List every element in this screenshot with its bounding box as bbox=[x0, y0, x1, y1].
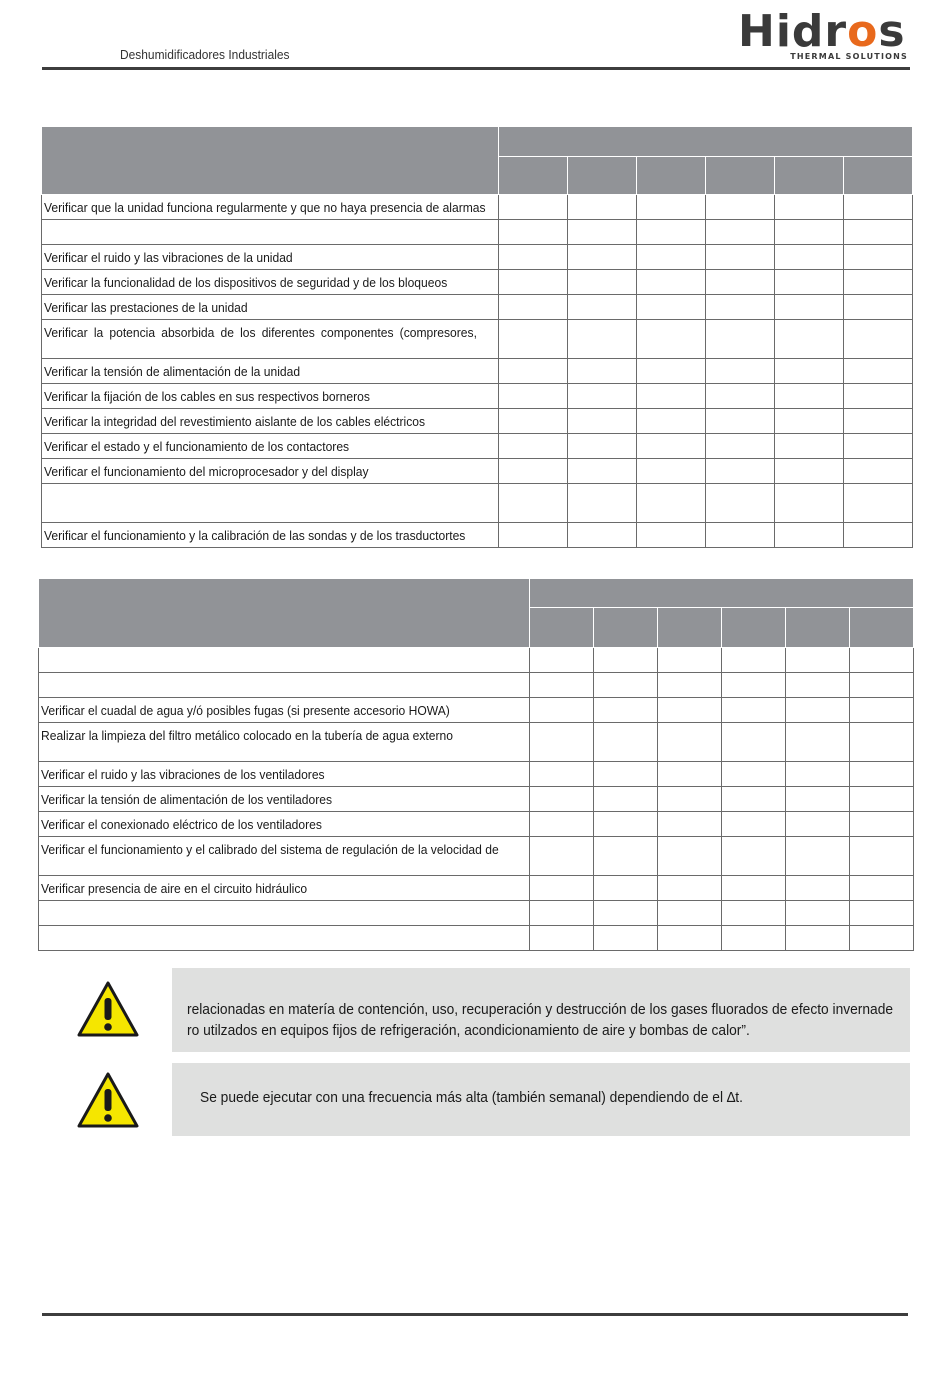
check-cell[interactable] bbox=[658, 812, 722, 837]
check-cell[interactable] bbox=[658, 648, 722, 673]
table-row bbox=[42, 245, 913, 270]
table-row bbox=[39, 901, 914, 926]
check-cell[interactable] bbox=[568, 270, 637, 295]
check-cell[interactable] bbox=[658, 901, 722, 926]
task-cell: Verificar la tensión de alimentación de la unidad bbox=[42, 359, 499, 384]
check-cell[interactable] bbox=[775, 270, 844, 295]
check-cell[interactable] bbox=[775, 459, 844, 484]
warning-triangle-icon bbox=[76, 1071, 140, 1129]
check-cell[interactable] bbox=[530, 762, 594, 787]
table-row bbox=[42, 320, 913, 359]
check-cell[interactable] bbox=[594, 837, 658, 876]
task-cell: Verificar la tensión de alimentación de los ventiladores bbox=[39, 787, 530, 812]
check-cell[interactable] bbox=[844, 359, 913, 384]
task-cell: Verificar el funcionamiento del microprocesador y del display bbox=[42, 459, 499, 484]
check-cell[interactable] bbox=[706, 459, 775, 484]
check-cell[interactable] bbox=[844, 484, 913, 523]
task-cell: Verificar las prestaciones de la unidad bbox=[42, 295, 499, 320]
check-cell[interactable] bbox=[568, 220, 637, 245]
check-cell[interactable] bbox=[850, 648, 914, 673]
check-cell[interactable] bbox=[658, 723, 722, 762]
warning-triangle-icon bbox=[76, 980, 140, 1038]
check-cell[interactable] bbox=[775, 484, 844, 523]
table-row bbox=[42, 459, 913, 484]
check-cell[interactable] bbox=[594, 876, 658, 901]
check-cell[interactable] bbox=[594, 698, 658, 723]
task-cell: Verificar que la unidad funciona regularmente y que no haya presencia de alarmas bbox=[42, 195, 499, 220]
check-cell[interactable] bbox=[706, 523, 775, 548]
check-cell[interactable] bbox=[499, 270, 568, 295]
check-cell[interactable] bbox=[499, 384, 568, 409]
check-cell[interactable] bbox=[786, 876, 850, 901]
check-cell[interactable] bbox=[530, 876, 594, 901]
task-cell: Verificar la funcionalidad de los dispositivos de seguridad y de los bloqueos bbox=[42, 270, 499, 295]
check-cell[interactable] bbox=[722, 926, 786, 951]
check-cell[interactable] bbox=[844, 384, 913, 409]
check-cell[interactable] bbox=[530, 926, 594, 951]
check-cell[interactable] bbox=[706, 270, 775, 295]
hidros-logo bbox=[738, 6, 910, 62]
check-cell[interactable] bbox=[706, 295, 775, 320]
check-cell[interactable] bbox=[775, 320, 844, 359]
check-cell[interactable] bbox=[844, 220, 913, 245]
check-cell[interactable] bbox=[844, 320, 913, 359]
task-cell: Verificar el cuadal de agua y/ó posibles fugas (si presente accesorio HOWA) bbox=[39, 698, 530, 723]
check-cell[interactable] bbox=[850, 762, 914, 787]
check-cell[interactable] bbox=[568, 295, 637, 320]
frequency-column-header bbox=[706, 157, 775, 195]
check-cell[interactable] bbox=[530, 837, 594, 876]
check-cell[interactable] bbox=[844, 434, 913, 459]
check-cell[interactable] bbox=[844, 409, 913, 434]
task-cell: Verificar la integridad del revestimiento aislante de los cables eléctricos bbox=[42, 409, 499, 434]
frequency-column-header bbox=[637, 157, 706, 195]
table-row bbox=[42, 484, 913, 523]
frequency-column-header bbox=[844, 157, 913, 195]
check-cell[interactable] bbox=[499, 434, 568, 459]
check-cell[interactable] bbox=[499, 295, 568, 320]
check-cell[interactable] bbox=[786, 762, 850, 787]
check-cell[interactable] bbox=[775, 523, 844, 548]
task-cell: Verificar el ruido y las vibraciones de los ventiladores bbox=[39, 762, 530, 787]
check-cell[interactable] bbox=[530, 673, 594, 698]
task-cell: Verificar la potencia absorbida de los diferentes componentes (compresores, bbox=[42, 320, 499, 359]
check-cell[interactable] bbox=[850, 901, 914, 926]
check-cell[interactable] bbox=[786, 723, 850, 762]
check-cell[interactable] bbox=[706, 384, 775, 409]
warning-line: relacionadas en matería de contención, uso, recuperación y destrucción de los gases fluorados de efecto invernade bbox=[187, 1002, 894, 1018]
check-cell[interactable] bbox=[722, 762, 786, 787]
check-cell[interactable] bbox=[786, 698, 850, 723]
check-cell[interactable] bbox=[499, 245, 568, 270]
check-cell[interactable] bbox=[594, 762, 658, 787]
task-cell: Verificar el funcionamiento y el calibrado del sistema de regulación de la velocidad de bbox=[39, 837, 530, 876]
check-cell[interactable] bbox=[499, 359, 568, 384]
logo-tagline: THERMAL SOLUTIONS bbox=[790, 52, 908, 61]
table-row bbox=[39, 876, 914, 901]
check-cell[interactable] bbox=[844, 459, 913, 484]
maintenance-table-unit bbox=[41, 126, 913, 548]
frequency-group-header bbox=[530, 579, 914, 608]
task-cell bbox=[39, 901, 530, 926]
check-cell[interactable] bbox=[844, 270, 913, 295]
task-cell: Realizar la limpieza del filtro metálico colocado en la tubería de agua externo bbox=[39, 723, 530, 762]
check-cell[interactable] bbox=[850, 812, 914, 837]
check-cell[interactable] bbox=[775, 409, 844, 434]
check-cell[interactable] bbox=[530, 812, 594, 837]
check-cell[interactable] bbox=[637, 195, 706, 220]
table-row bbox=[42, 384, 913, 409]
task-cell: Verificar la fijación de los cables en sus respectivos borneros bbox=[42, 384, 499, 409]
frequency-column-header bbox=[786, 608, 850, 648]
check-cell[interactable] bbox=[786, 901, 850, 926]
check-cell[interactable] bbox=[722, 812, 786, 837]
task-cell: Verificar el conexionado eléctrico de los ventiladores bbox=[39, 812, 530, 837]
table-row bbox=[42, 523, 913, 548]
check-cell[interactable] bbox=[775, 245, 844, 270]
check-cell[interactable] bbox=[850, 876, 914, 901]
check-cell[interactable] bbox=[786, 648, 850, 673]
check-cell[interactable] bbox=[722, 901, 786, 926]
check-cell[interactable] bbox=[530, 723, 594, 762]
check-cell[interactable] bbox=[637, 484, 706, 523]
check-cell[interactable] bbox=[499, 195, 568, 220]
table-row bbox=[39, 698, 914, 723]
check-cell[interactable] bbox=[706, 220, 775, 245]
check-cell[interactable] bbox=[775, 195, 844, 220]
header-rule bbox=[42, 67, 910, 70]
check-cell[interactable] bbox=[786, 837, 850, 876]
check-cell[interactable] bbox=[594, 926, 658, 951]
check-cell[interactable] bbox=[530, 901, 594, 926]
check-cell[interactable] bbox=[637, 320, 706, 359]
check-cell[interactable] bbox=[775, 359, 844, 384]
check-cell[interactable] bbox=[844, 523, 913, 548]
frequency-column-header bbox=[499, 157, 568, 195]
task-cell: Verificar el funcionamiento y la calibración de las sondas y de los trasductortes bbox=[42, 523, 499, 548]
check-cell[interactable] bbox=[594, 812, 658, 837]
task-cell: Verificar el ruido y las vibraciones de la unidad bbox=[42, 245, 499, 270]
check-cell[interactable] bbox=[637, 295, 706, 320]
check-cell[interactable] bbox=[499, 320, 568, 359]
check-cell[interactable] bbox=[658, 926, 722, 951]
check-cell[interactable] bbox=[658, 762, 722, 787]
table-row bbox=[39, 812, 914, 837]
check-cell[interactable] bbox=[844, 195, 913, 220]
check-cell[interactable] bbox=[706, 434, 775, 459]
check-cell[interactable] bbox=[568, 434, 637, 459]
check-cell[interactable] bbox=[786, 926, 850, 951]
check-cell[interactable] bbox=[499, 523, 568, 548]
table-row bbox=[42, 409, 913, 434]
check-cell[interactable] bbox=[850, 837, 914, 876]
check-cell[interactable] bbox=[530, 648, 594, 673]
check-cell[interactable] bbox=[568, 484, 637, 523]
check-cell[interactable] bbox=[722, 673, 786, 698]
check-cell[interactable] bbox=[637, 384, 706, 409]
check-cell[interactable] bbox=[722, 698, 786, 723]
header-subtitle: Deshumidificadores Industriales bbox=[120, 47, 290, 62]
check-cell[interactable] bbox=[850, 926, 914, 951]
table-row bbox=[42, 359, 913, 384]
check-cell[interactable] bbox=[499, 220, 568, 245]
check-cell[interactable] bbox=[637, 523, 706, 548]
check-cell[interactable] bbox=[850, 673, 914, 698]
check-cell[interactable] bbox=[637, 434, 706, 459]
check-cell[interactable] bbox=[844, 245, 913, 270]
check-cell[interactable] bbox=[637, 409, 706, 434]
check-cell[interactable] bbox=[499, 459, 568, 484]
check-cell[interactable] bbox=[568, 359, 637, 384]
check-cell[interactable] bbox=[637, 359, 706, 384]
frequency-column-header bbox=[568, 157, 637, 195]
frequency-column-header bbox=[658, 608, 722, 648]
frequency-group-header bbox=[499, 127, 913, 157]
check-cell[interactable] bbox=[706, 245, 775, 270]
check-cell[interactable] bbox=[658, 787, 722, 812]
task-cell: Verificar el estado y el funcionamiento de los contactores bbox=[42, 434, 499, 459]
warning-line: Se puede ejecutar con una frecuencia más alta (también semanal) dependiendo de el ∆t. bbox=[200, 1090, 743, 1106]
check-cell[interactable] bbox=[568, 459, 637, 484]
table-row bbox=[39, 837, 914, 876]
check-cell[interactable] bbox=[499, 484, 568, 523]
table-row bbox=[39, 673, 914, 698]
check-cell[interactable] bbox=[722, 723, 786, 762]
table-row bbox=[42, 220, 913, 245]
frequency-column-header bbox=[775, 157, 844, 195]
table-row bbox=[39, 926, 914, 951]
check-cell[interactable] bbox=[786, 787, 850, 812]
frequency-column-header bbox=[850, 608, 914, 648]
check-cell[interactable] bbox=[658, 837, 722, 876]
check-cell[interactable] bbox=[637, 245, 706, 270]
table-row bbox=[42, 295, 913, 320]
logo-word: Hidros bbox=[738, 6, 906, 57]
check-cell[interactable] bbox=[844, 295, 913, 320]
table-row bbox=[39, 787, 914, 812]
table-row bbox=[39, 762, 914, 787]
task-cell bbox=[42, 484, 499, 523]
check-cell[interactable] bbox=[594, 673, 658, 698]
check-cell[interactable] bbox=[594, 787, 658, 812]
check-cell[interactable] bbox=[722, 787, 786, 812]
footer-rule bbox=[42, 1313, 908, 1316]
check-cell[interactable] bbox=[850, 723, 914, 762]
check-cell[interactable] bbox=[568, 523, 637, 548]
check-cell[interactable] bbox=[786, 673, 850, 698]
check-cell[interactable] bbox=[637, 459, 706, 484]
check-cell[interactable] bbox=[706, 484, 775, 523]
check-cell[interactable] bbox=[722, 837, 786, 876]
check-cell[interactable] bbox=[658, 698, 722, 723]
check-cell[interactable] bbox=[594, 723, 658, 762]
task-cell: Verificar presencia de aire en el circuito hidráulico bbox=[39, 876, 530, 901]
check-cell[interactable] bbox=[568, 384, 637, 409]
check-cell[interactable] bbox=[637, 270, 706, 295]
check-cell[interactable] bbox=[786, 812, 850, 837]
check-cell[interactable] bbox=[722, 876, 786, 901]
check-cell[interactable] bbox=[775, 220, 844, 245]
table-row bbox=[42, 195, 913, 220]
check-cell[interactable] bbox=[499, 409, 568, 434]
check-cell[interactable] bbox=[637, 220, 706, 245]
task-column-header bbox=[39, 579, 530, 648]
task-cell bbox=[39, 648, 530, 673]
check-cell[interactable] bbox=[706, 359, 775, 384]
check-cell[interactable] bbox=[706, 320, 775, 359]
task-cell bbox=[39, 673, 530, 698]
check-cell[interactable] bbox=[722, 648, 786, 673]
check-cell[interactable] bbox=[594, 901, 658, 926]
task-cell bbox=[39, 926, 530, 951]
check-cell[interactable] bbox=[706, 409, 775, 434]
check-cell[interactable] bbox=[568, 320, 637, 359]
check-cell[interactable] bbox=[775, 295, 844, 320]
check-cell[interactable] bbox=[568, 245, 637, 270]
check-cell[interactable] bbox=[568, 409, 637, 434]
check-cell[interactable] bbox=[775, 384, 844, 409]
table-row bbox=[39, 648, 914, 673]
maintenance-table-water-fans bbox=[38, 578, 914, 951]
check-cell[interactable] bbox=[850, 698, 914, 723]
warning-note-fgas bbox=[172, 968, 910, 1052]
check-cell[interactable] bbox=[850, 787, 914, 812]
task-column-header bbox=[42, 127, 499, 195]
check-cell[interactable] bbox=[775, 434, 844, 459]
table-row bbox=[42, 434, 913, 459]
frequency-column-header bbox=[530, 608, 594, 648]
check-cell[interactable] bbox=[658, 876, 722, 901]
warning-line: ro utilzados en equipos fijos de refrigeración, acondicionamiento de aire y bombas de calor”. bbox=[187, 1023, 750, 1039]
frequency-column-header bbox=[594, 608, 658, 648]
frequency-column-header bbox=[722, 608, 786, 648]
table-row bbox=[42, 270, 913, 295]
table-row bbox=[39, 723, 914, 762]
check-cell[interactable] bbox=[568, 195, 637, 220]
check-cell[interactable] bbox=[594, 648, 658, 673]
check-cell[interactable] bbox=[658, 673, 722, 698]
check-cell[interactable] bbox=[706, 195, 775, 220]
warning-note-frequency bbox=[172, 1063, 910, 1136]
task-cell bbox=[42, 220, 499, 245]
check-cell[interactable] bbox=[530, 787, 594, 812]
check-cell[interactable] bbox=[530, 698, 594, 723]
